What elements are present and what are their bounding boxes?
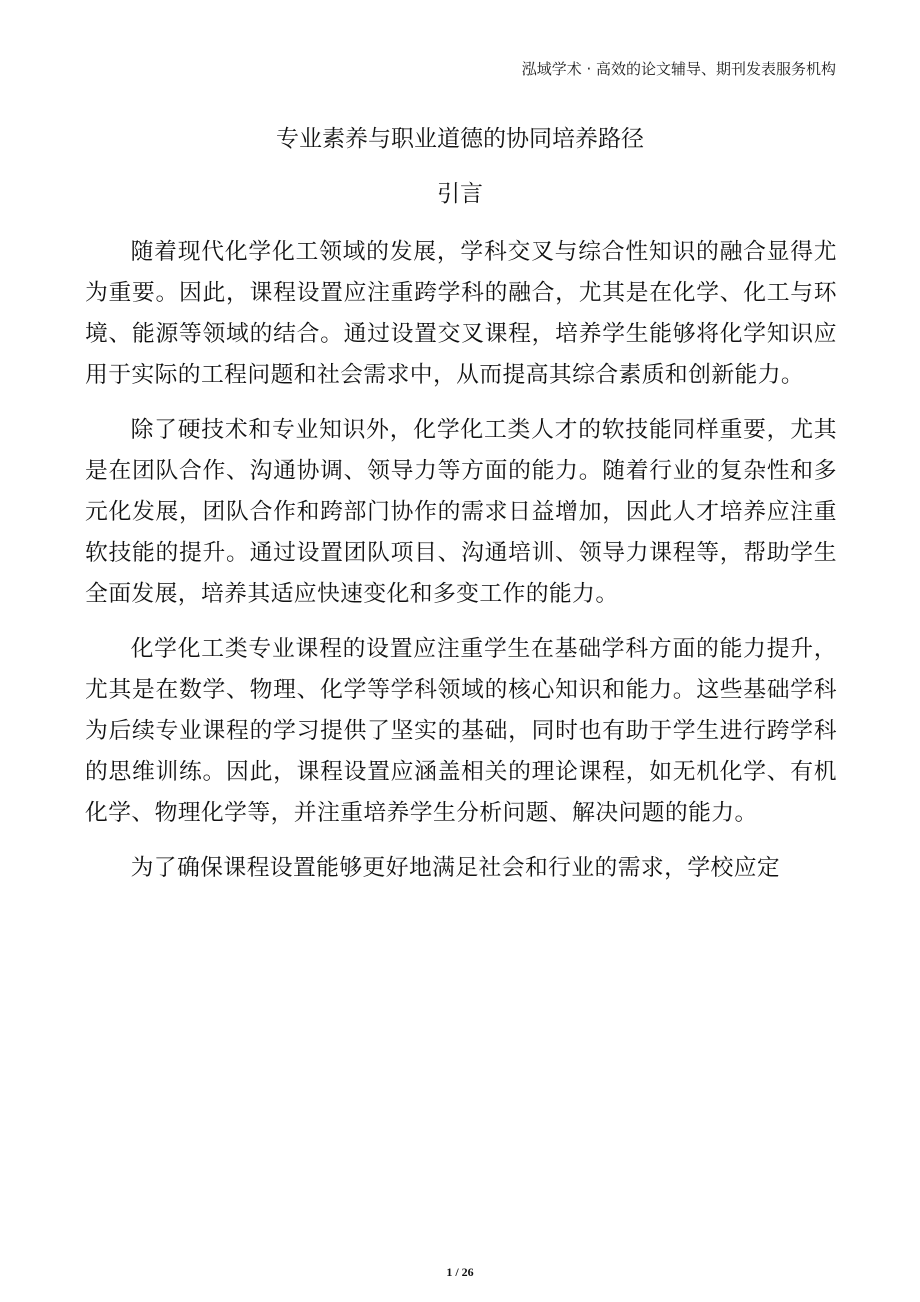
paragraph: 除了硬技术和专业知识外，化学化工类人才的软技能同样重要，尤其是在团队合作、沟通协调、领导力等方面的能力。随着行业的复杂性和多元化发展，团队合作和跨部门协作的需求日益增加，因此人才培养应注重软技能的提升。通过设置团队项目、沟通培训、领导力课程等，帮助学生全面发展，培养其适应快速变化和多变工作的能力。 xyxy=(85,417,837,607)
paragraph: 化学化工类专业课程的设置应注重学生在基础学科方面的能力提升，尤其是在数学、物理、化学等学科领域的核心知识和能力。这些基础学科为后续专业课程的学习提供了坚实的基础，同时也有助于学生进行跨学科的思维训练。因此，课程设置应涵盖相关的理论课程，如无机化学、有机化学、物理化学等，并注重培养学生分析问题、解决问题的能力。 xyxy=(85,636,837,826)
paragraph: 随着现代化学化工领域的发展，学科交叉与综合性知识的融合显得尤为重要。因此，课程设置应注重跨学科的融合，尤其是在化学、化工与环境、能源等领域的结合。通过设置交叉课程，培养学生能够将化学知识应用于实际的工程问题和社会需求中，从而提高其综合素质和创新能力。 xyxy=(85,239,837,388)
paragraph: 为了确保课程设置能够更好地满足社会和行业的需求，学校应定 xyxy=(130,855,781,881)
section-heading: 引言 xyxy=(437,181,483,207)
page-header: 泓域学术 · 高效的论文辅导、期刊发表服务机构 xyxy=(521,60,836,78)
document-body xyxy=(85,232,837,903)
document-title: 专业素养与职业道德的协同培养路径 xyxy=(276,126,644,152)
page-number: 1 / 26 xyxy=(446,1265,474,1279)
